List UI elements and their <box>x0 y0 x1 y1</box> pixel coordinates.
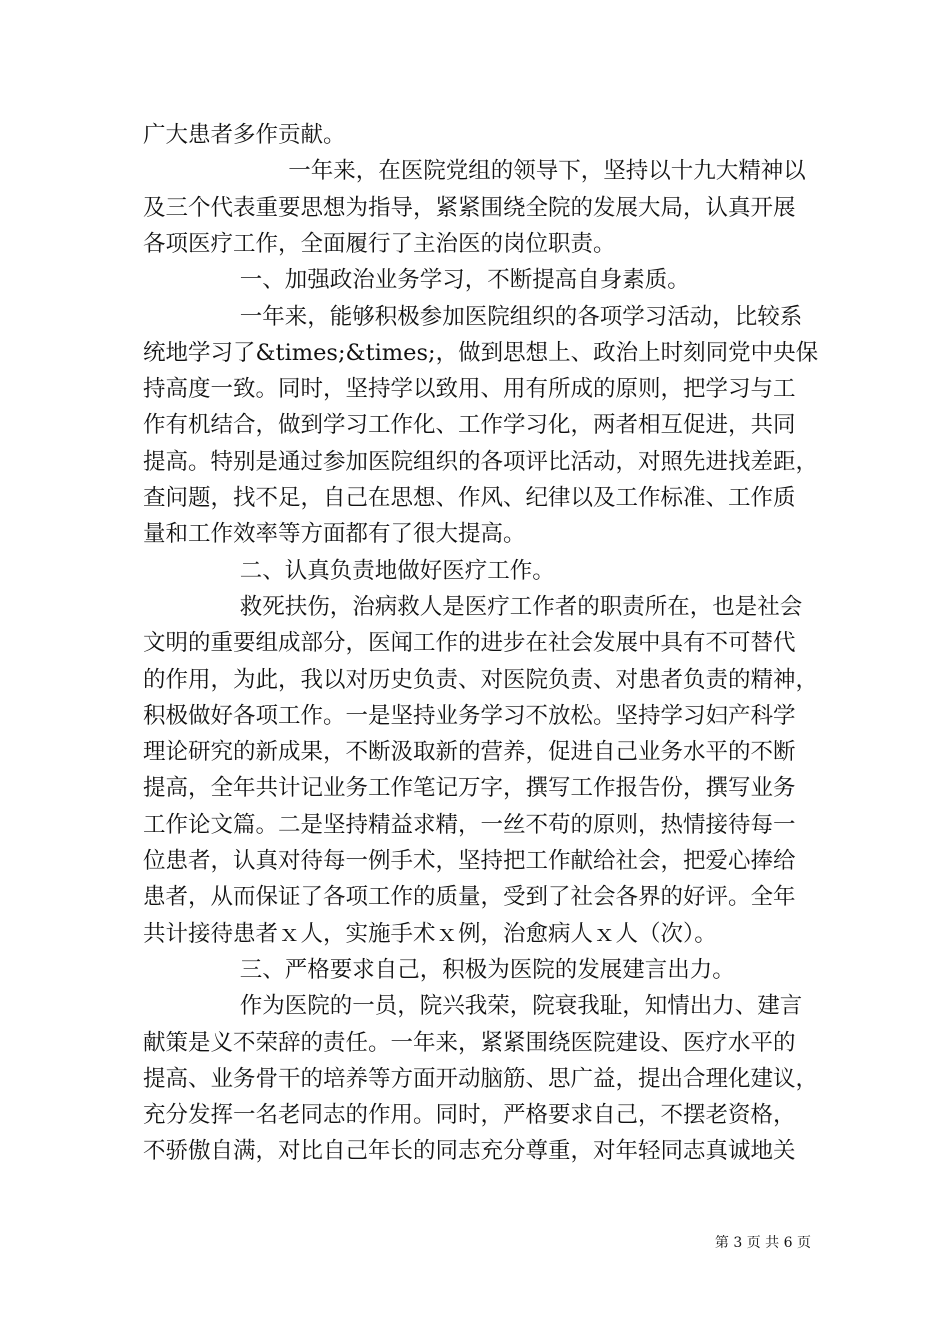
paragraph-line: 量和工作效率等方面都有了很大提高。 <box>143 521 526 548</box>
paragraph-line: 提高。特别是通过参加医院组织的各项评比活动，对照先进找差距， <box>143 448 819 475</box>
paragraph-line: 提高，全年共计记业务工作笔记万字，撰写工作报告份，撰写业务 <box>143 775 796 802</box>
paragraph-line: 一年来，在医院党组的领导下，坚持以十九大精神以 <box>288 158 806 185</box>
paragraph-line: 持高度一致。同时，坚持学以致用、用有所成的原则，把学习与工 <box>143 376 796 403</box>
paragraph-line: 作有机结合，做到学习工作化、工作学习化，两者相互促进，共同 <box>143 412 796 439</box>
paragraph-line: 的作用，为此，我以对历史负责、对医院负责、对患者负责的精神， <box>143 666 819 693</box>
paragraph-line: 查问题，找不足，自己在思想、作风、纪律以及工作标准、工作质 <box>143 485 796 511</box>
page-number-footer: 第 3 页 共 6 页 <box>714 1235 811 1251</box>
paragraph-line: 工作论文篇。二是坚持精益求精，一丝不苟的原则，热情接待每一 <box>143 811 796 838</box>
paragraph-line: 患者，从而保证了各项工作的质量，受到了社会各界的好评。全年 <box>143 884 796 911</box>
paragraph-line: 一年来，能够积极参加医院组织的各项学习活动，比较系 <box>239 303 803 330</box>
paragraph-line: 一、加强政治业务学习，不断提高自身素质。 <box>239 267 690 294</box>
paragraph-line: 理论研究的新成果，不断汲取新的营养，促进自己业务水平的不断 <box>143 739 796 766</box>
paragraph-line: 各项医疗工作，全面履行了主治医的岗位职责。 <box>143 230 616 257</box>
paragraph-line: 统地学习了&times;&times;，做到思想上、政治上时刻同党中央保 <box>143 339 819 366</box>
paragraph-line: 及三个代表重要思想为指导，紧紧围绕全院的发展大局，认真开展 <box>143 194 796 221</box>
paragraph-line: 共计接待患者ｘ人，实施手术ｘ例，治愈病人ｘ人（次）。 <box>143 920 717 947</box>
paragraph-line: 积极做好各项工作。一是坚持业务学习不放松。坚持学习妇产科学 <box>143 702 796 729</box>
paragraph-line: 作为医院的一员，院兴我荣，院衰我耻，知情出力、建言 <box>239 993 803 1020</box>
paragraph-line: 提高、业务骨干的培养等方面开动脑筋、思广益，提出合理化建议， <box>143 1065 819 1092</box>
paragraph-line: 献策是义不荣辞的责任。一年来，紧紧围绕医院建设、医疗水平的 <box>143 1029 796 1056</box>
paragraph-line: 不骄傲自满，对比自己年长的同志充分尊重，对年轻同志真诚地关 <box>143 1138 796 1165</box>
paragraph-line: 二、认真负责地做好医疗工作。 <box>239 557 555 584</box>
paragraph-line: 充分发挥一名老同志的作用。同时，严格要求自己，不摆老资格， <box>143 1102 796 1129</box>
paragraph-line: 救死扶伤，治病救人是医疗工作者的职责所在，也是社会 <box>239 593 803 620</box>
paragraph-line: 广大患者多作贡献。 <box>143 122 346 148</box>
paragraph-line: 三、严格要求自己，积极为医院的发展建言出力。 <box>239 956 735 983</box>
paragraph-line: 位患者，认真对待每一例手术，坚持把工作献给社会，把爱心捧给 <box>143 848 796 874</box>
paragraph-line: 文明的重要组成部分，医闻工作的进步在社会发展中具有不可替代 <box>143 630 796 657</box>
